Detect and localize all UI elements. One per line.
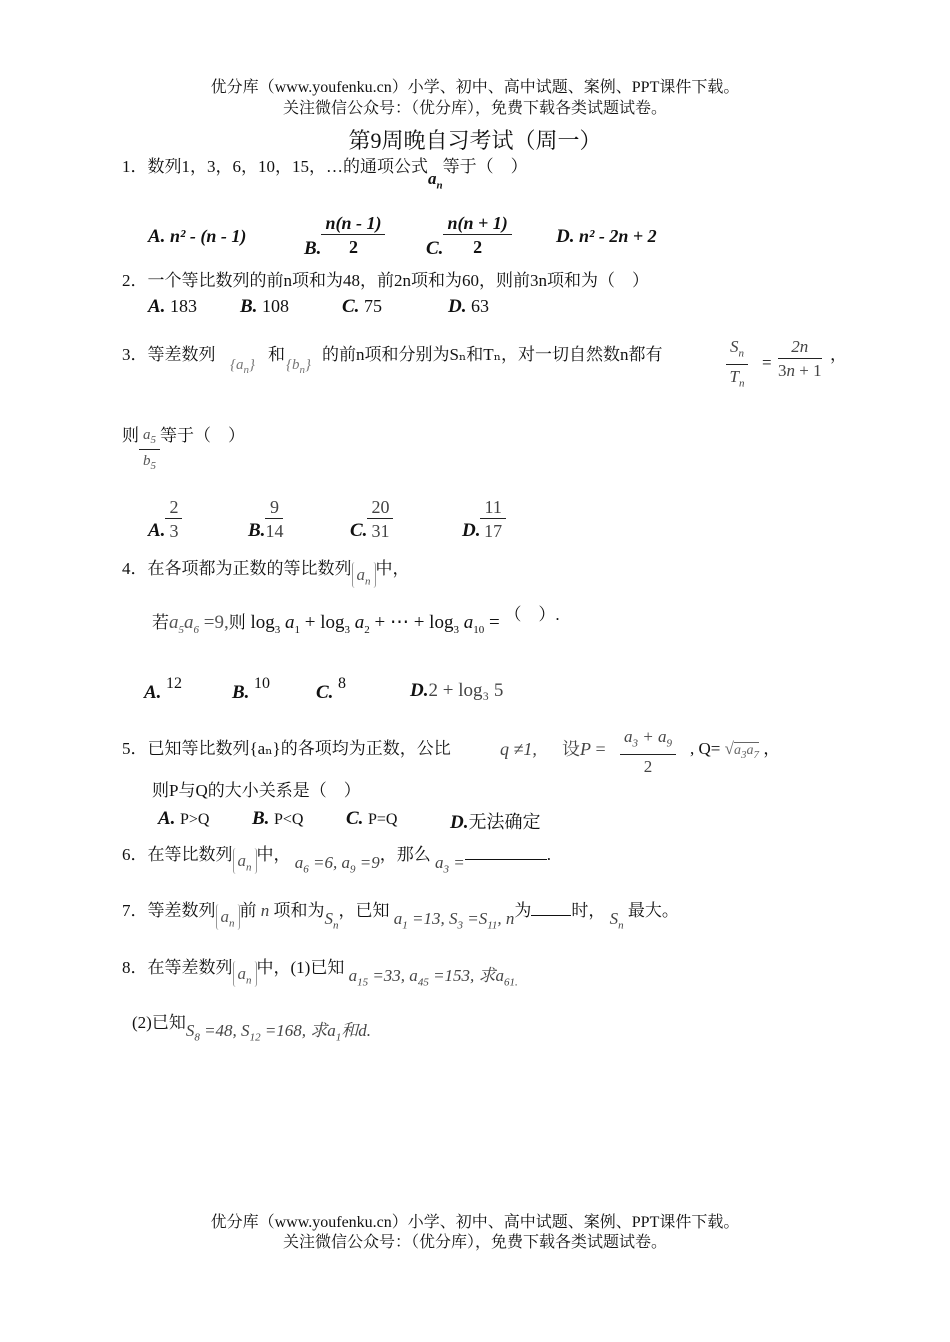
q3-option-b[interactable]: B. $\frac{9}{14}$ — [248, 497, 284, 541]
q5-option-d[interactable]: D.无法确定 — [450, 812, 541, 833]
q7-answer-blank[interactable] — [531, 915, 571, 916]
q2-option-c[interactable]: C. 75 — [342, 296, 382, 317]
q5-question: 则P与Q的大小关系是（ ） — [152, 781, 361, 800]
q4-condition: 若$a_5a_6 =9$,则 $\log_3 a_1 + \log_3 a_2$ + ⋯ + $\log_3 a_{10}$ = （ ）. — [152, 605, 560, 636]
q1-option-c[interactable]: C. $\frac{n(n + 1)}{2}$ — [426, 212, 512, 259]
q2-option-b[interactable]: B. 108 — [240, 296, 289, 317]
q3-stem: 3．等差数列 $\{a_n\}$ 和 $\{b_n\}$ 的前n项和分别为Sₙ和Tₙ，对一切自然数n都有 $\frac{S_n}{T_n}$ = $\frac{2n}{3n + 1}$ ， — [122, 337, 847, 390]
q6-answer-blank[interactable] — [465, 859, 547, 860]
q5-options — [158, 808, 578, 836]
q3-options — [148, 496, 708, 552]
q5-option-a[interactable]: A. P>Q — [158, 808, 210, 829]
q1-tail: 等于（ ） — [442, 157, 528, 176]
q8-stem: 8．在等差数列 $a_n$中，(1)已知 $a_{15} =33$, $a_{45} =153$, 求$a_{61.}$ — [122, 958, 518, 989]
q3-option-d[interactable]: D. $\frac{11}{17}$ — [462, 496, 506, 543]
q7-stem: 7．等差数列 $a_n$前 n 项和为$S_n$，已知 $a_1 =13$, $S_3 =S_{11}$, n为 时， $S_n$ 最大。 — [122, 901, 679, 932]
q4-option-a[interactable]: A. 12 — [144, 675, 182, 703]
q8-part2: (2)已知$S_8 =48$, $S_{12} =168$, 求$a_1$和d. — [132, 1013, 372, 1044]
q1-options — [148, 212, 868, 266]
footer-line-2: 关注微信公众号：（优分库），免费下载各类试题试卷。 — [282, 1234, 667, 1251]
q4-options — [144, 672, 604, 708]
q6-stem: 6．在等比数列 $a_n$中， $a_6 =6$, $a_9 =9$，那么 $a_3$ = . — [122, 845, 551, 876]
q3-option-a[interactable]: A. $\frac{2}{3}$ — [148, 496, 182, 543]
q5-option-c[interactable]: C. P=Q — [346, 808, 398, 829]
q3-question: 则 $\frac{a_5}{b_5}$ 等于（ ） — [122, 426, 245, 472]
q1-option-a[interactable]: A. n² - (n - 1) — [148, 226, 247, 247]
q2-stem: 2．一个等比数列的前n项和为48，前2n项和为60，则前3n项和为（ ） — [122, 271, 649, 290]
q2-option-d[interactable]: D. 63 — [448, 296, 489, 317]
q1-option-b[interactable]: B. $\frac{n(n - 1)}{2}$ — [304, 212, 385, 259]
q2-options — [148, 296, 648, 324]
page-title: 第9周晚自习考试（周一） — [348, 128, 602, 153]
q4-option-d[interactable]: D.2 + log₃ 5 — [410, 680, 504, 701]
q1-stem: 1．数列1，3，6，10，15，…的通项公式$a_n$等于（ ） — [122, 157, 528, 192]
q4-stem: 4．在各项都为正数的等比数列 $a_n$中， — [122, 559, 410, 588]
q1-option-d[interactable]: D. n² - 2n + 2 — [556, 226, 657, 247]
q3-option-c[interactable]: C. $\frac{20}{31}$ — [350, 496, 393, 543]
footer-line-1: 优分库（www.youfenku.cn）小学、初中、高中试题、案例、PPT课件下载。 — [210, 1214, 740, 1231]
q5-stem: 5．已知等比数列{aₙ}的各项均为正数，公比 q ≠1, 设P = $\frac{a_3 + a_9}{2}$ , $Q= √a_3a_7$ ， — [122, 727, 781, 777]
header-line-1: 优分库（www.youfenku.cn）小学、初中、高中试题、案例、PPT课件下载。 — [210, 79, 740, 96]
q4-option-c[interactable]: C. 8 — [316, 675, 346, 703]
q5-option-b[interactable]: B. P<Q — [252, 808, 304, 829]
header-line-2: 关注微信公众号：（优分库），免费下载各类试题试卷。 — [282, 100, 667, 117]
q4-option-b[interactable]: B. 10 — [232, 675, 270, 703]
q1-text: 1．数列1，3，6，10，15，…的通项公式 — [122, 157, 428, 176]
q2-option-a[interactable]: A. 183 — [148, 296, 197, 317]
